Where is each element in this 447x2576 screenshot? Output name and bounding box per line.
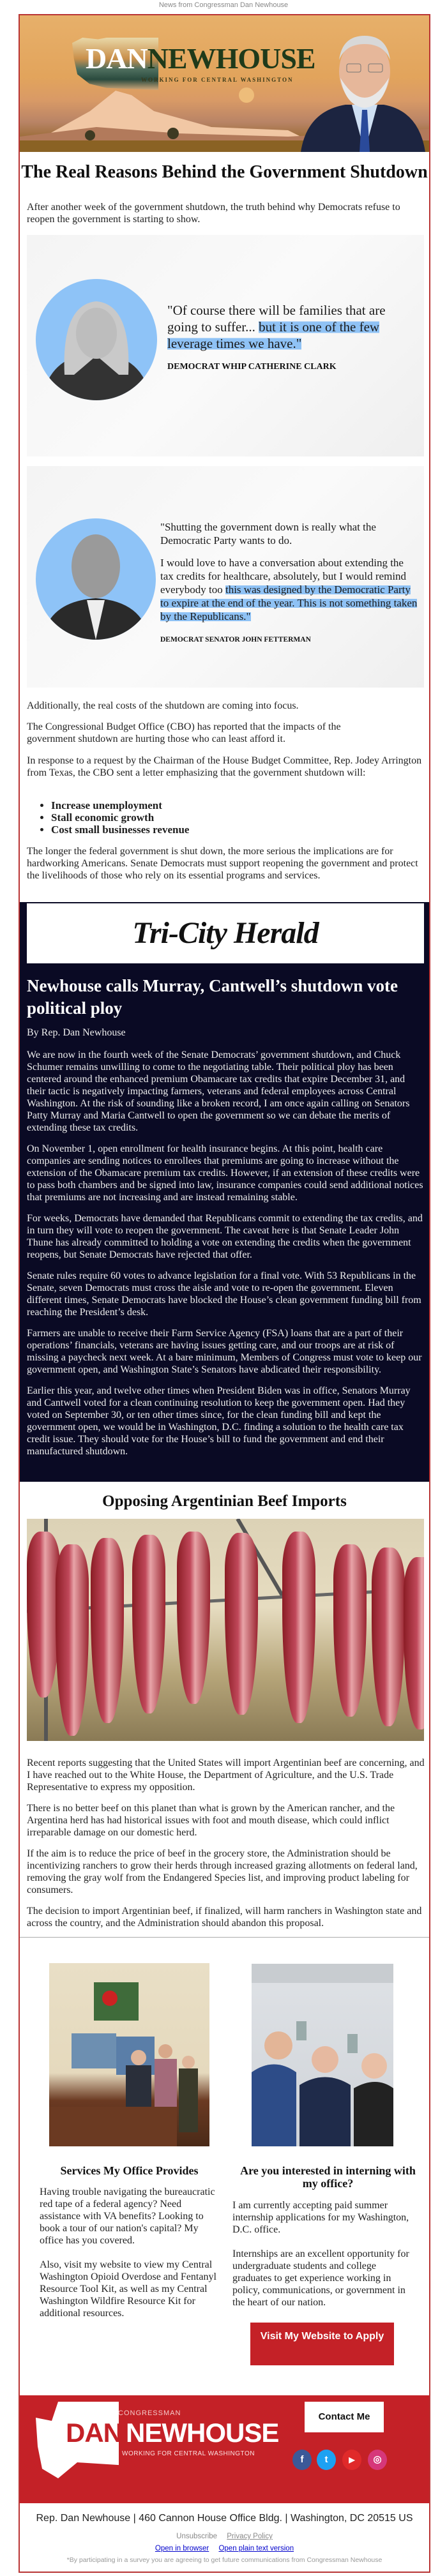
youtube-icon[interactable]: ▶ [342,2450,361,2470]
oped-headline: Newhouse calls Murray, Cantwell’s shutdown vote political ploy [27,976,398,1018]
footer-links-row-1 [20,2533,429,2540]
list-item: • Cost small businesses revenue [51,824,189,836]
list-item: • Stall economic growth [51,811,189,824]
office-address: Rep. Dan Newhouse | 460 Cannon House Office Bldg. | Washington, DC 20515 US [36,2513,413,2524]
footer-logo-first: DAN [66,2418,122,2448]
beef-title: Opposing Argentinian Beef Imports [102,1493,347,1510]
oped-paragraph: For weeks, Democrats have demanded that Republicans commit to extending the tax credits, and in turn they will vote to reopen the government. The caveat here is that Senate Leader John Thune has already committed to holding a vote on extending the credits when the government reopens, but Senate Democrats have rejected that offer. [27,1213,423,1260]
quote-highlight: this was designed by the Democratic Party to expire at the end of the year. This is not something taken by the Republicans." [160,584,418,622]
footer-logo-tagline: WORKING FOR CENTRAL WASHINGTON [122,2450,255,2457]
privacy-policy-link[interactable]: Privacy Policy [227,2533,273,2540]
list-item: • Increase unemployment [51,799,189,811]
beef-body [27,1757,428,1929]
shutdown-intro: After another week of the government shutdown, the truth behind why Democrats refuse to reopen the government is starting to show. [27,202,400,225]
services-paragraph: Having trouble navigating the bureaucratic red tape of a federal agency? Need assistance with VA benefits? Looking to book a tour of our nation's capital? My office has you covered. [40,2187,215,2246]
tri-city-herald-logo: Tri-City Herald [27,903,424,963]
oped-paragraph: Earlier this year, and twelve other times when President Biden was in office, Senators Murray and Cantwell voted for a clean continuing resolution to keep the government open. Had they voted on September 30, or ten other times since, for the clean funding bill and kept the government open, we would be in Washington, D.C. finding a solution to the health care tax credit issue. They should vote for the House’s bill to fund the government and end their manufactured shutdown. [27,1385,411,1457]
footer-logo-last: NEWHOUSE [126,2418,279,2448]
services-paragraph: Also, visit my website to view my Central Washington Opioid Overdose and Fentanyl Resource Tool Kit, as well as my Central Washington Wildfire Resource Kit for additional resources. [40,2259,216,2319]
internship-body [232,2199,414,2365]
oped-section [20,902,429,1482]
open-in-browser-link[interactable]: Open in browser [155,2545,209,2552]
interns-capitol-photo [252,1964,393,2146]
quote-card-fetterman [27,466,424,688]
quote-attribution: DEMOCRAT SENATOR JOHN FETTERMAN [160,636,311,644]
shutdown-title: The Real Reasons Behind the Government Shutdown [21,162,428,182]
footer-links-row-2 [20,2545,429,2552]
shutdown-paragraph: In response to a request by the Chairman of the House Budget Committee, Rep. Jodey Arrington from Texas, the CBO sent a letter emphasizing that the government shutdown will: [27,755,422,778]
internship-title: Are you interested in interning with my office? [240,2164,416,2190]
footer-banner [20,2395,429,2503]
survey-disclaimer: *By participating in a survey you are agreeing to get future communications from Congressman Newhouse [66,2556,383,2564]
quote-highlight: but it is one of the few leverage times we have." [167,319,380,351]
oped-paragraph: Farmers are unable to receive their Farm Service Agency (FSA) loans that are a part of their operations’ financials, veterans are having issues getting care, and our troops are at risk of missing a paycheck next week. At a bare minimum, Members of Congress must vote to keep our government open, and Washington State’s Senators have abdicated their responsibility. [27,1328,422,1375]
services-title: Services My Office Provides [60,2164,199,2177]
office-visit-photo [49,1963,209,2146]
header-logo [86,42,315,75]
contact-me-button[interactable]: Contact Me [305,2402,384,2432]
fetterman-portrait [36,518,156,640]
plain-text-version-link[interactable]: Open plain text version [218,2545,294,2552]
quote-text: I would love to have a conversation about extending the tax credits for healthcare, absolutely, but I would remind everybody too [160,557,407,596]
newsletter [19,14,430,2573]
unsubscribe-link[interactable]: Unsubscribe [176,2533,218,2540]
quote-block [160,520,419,644]
clark-portrait [36,279,157,400]
cbo-impact-list [51,799,189,836]
logo-first-name: DAN [86,42,148,75]
oped-paragraph: Senate rules require 60 votes to advance legislation for a final vote. With 53 Republicans in the Senate, seven Democrats must cross the aisle and vote to re-open the government. Eleven different times, Senate Democrats have blocked the House’s clean government funding bill from reaching the President’s desk. [27,1270,421,1318]
facebook-icon[interactable]: f [292,2450,312,2470]
shutdown-paragraph: The Congressional Budget Office (CBO) has reported that the impacts of the government shutdown are hurting those who can least afford it. [27,721,341,744]
header-banner [20,15,429,152]
quote-text: "Of course there will be families that are going to suffer... [167,303,386,335]
footer-logo-small: CONGRESSMAN [118,2409,181,2417]
oped-paragraph: On November 1, open enrollment for health insurance begins. At this point, health care companies are sending notices to enrollees that premiums are going to increase without the extension of the Obamacare premium tax credits. However, if an extension of these credits were to pass both chambers and be signed into law, insurance companies could send additional notices that premiums are not increasing and are instead remaining stable. [27,1143,423,1203]
footer-logo [66,2418,278,2448]
instagram-icon[interactable]: ◎ [368,2450,387,2470]
beef-paragraph: The decision to import Argentinian beef, if finalized, will harm ranchers in Washington state and across the country, and the Administration should abandon this proposal. [27,1906,422,1929]
quote-card-clark [27,235,424,456]
quote-attribution: DEMOCRAT WHIP CATHERINE CLARK [167,362,337,372]
services-body [40,2186,218,2319]
hanging-beef-image [27,1519,424,1741]
shutdown-closing: The longer the federal government is shut down, the more serious the implications are for hardworking Americans. Senate Democrats must support reopening the government and protect the livelihoods of those who rely on its essential programs and services. [27,846,418,881]
quote-line-1: "Shutting the government down is really what the Democratic Party wants to do. [160,521,376,546]
beef-paragraph: Recent reports suggesting that the United States will import Argentinian beef are concerning, and I have reached out to the White House, the Department of Agriculture, and the U.S. Trade Representative to express my opposition. [27,1758,425,1793]
oped-body [27,1049,425,1457]
preheader: News from Congressman Dan Newhouse [158,1,289,9]
twitter-icon[interactable]: t [317,2450,336,2470]
beef-paragraph: If the aim is to reduce the price of beef in the grocery store, the Administration should be incentivizing ranchers to grow their herds through increased grazing allotments on federal land, removing the gray wolf from the Endangered Species list, and improving product labeling for consumers. [27,1848,418,1895]
quote-block [167,302,413,372]
oped-byline: By Rep. Dan Newhouse [27,1027,126,1038]
logo-tagline: WORKING FOR CENTRAL WASHINGTON [141,77,294,83]
congressman-portrait [288,22,428,152]
internship-paragraph: I am currently accepting paid summer internship applications for my Washington, D.C. office. [232,2200,409,2235]
apply-website-button[interactable]: Visit My Website to Apply [250,2323,394,2365]
oped-paragraph: We are now in the fourth week of the Senate Democrats’ government shutdown, and Chuck Schumer remains unwilling to come to the negotiating table. Their political ploy has been centered around the enhanced premium Obamacare tax credits that expire December 31, and their tactic is negatively impacting farmers, veterans and federal employees across Central Washington. At the risk of sounding like a broken record, I am once again calling on Senators Patty Murray and Maria Cantwell to open the government so we can debate the merits of extending these tax credits. [27,1050,410,1133]
beef-paragraph: There is no better beef on this planet than what is grown by the American rancher, and the Argentina herd has had historical issues with foot and mouth disease, which could inflict irreparable damage on our domestic herd. [27,1803,395,1838]
shutdown-paragraph: Additionally, the real costs of the shutdown are coming into focus. [27,700,299,711]
section-divider [20,1937,429,1938]
logo-last-name: NEWHOUSE [147,42,315,75]
internship-paragraph: Internships are an excellent opportunity for undergraduate students and college graduates to get experience working in policy, communications, or government in the heart of our nation. [232,2248,409,2308]
